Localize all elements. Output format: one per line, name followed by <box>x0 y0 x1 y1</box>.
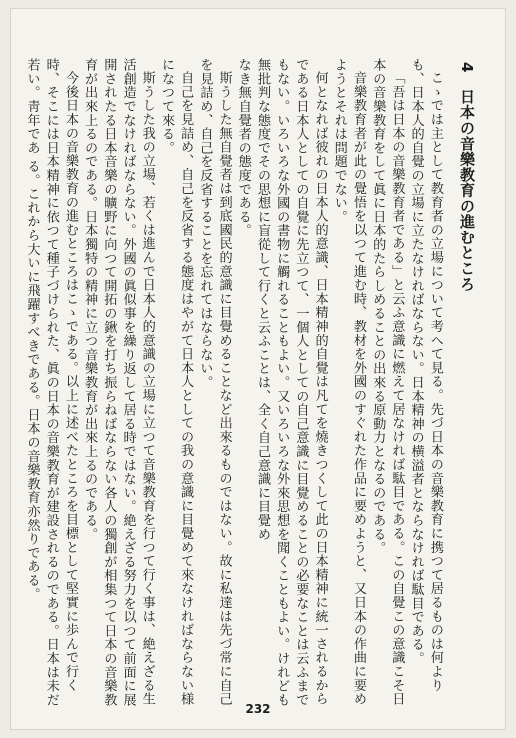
section-heading <box>457 58 476 708</box>
section-title: 日本の音樂教育の進むところ <box>458 88 476 292</box>
paragraph: 斯うした無自覺者は到底國民的意識に目覺めることなど出來るものではない。故に私達は先づ常に自己を見詰め、自己を反省することを忘れてはならない。 <box>197 58 232 706</box>
paragraph: 今後日本の音樂教育の進むところはこゝである。以上に述べたところを目標として堅實に歩んで行く時、そこには日本精神に依つて種子づけられた、眞の日本の音樂教育が建設されるのである。日本は未だ若い。靑年であ る。これから大いに飛躍すべきである。日本の音樂教育亦然りである。 <box>24 58 78 707</box>
paragraph: なき無自覺者の態度である。 <box>235 58 251 238</box>
vertical-text-body <box>6 58 476 708</box>
page-number: 232 <box>245 702 271 716</box>
paragraph: 音樂教育者が此の覺悟を以つて進む時、教材を外國のすぐれた作品に要めようと、又日本の作曲に要めようとそれは問題でない。 <box>331 58 366 706</box>
book-page <box>10 8 506 730</box>
paragraph: 「吾は日本の音樂教育者である」と云ふ意識に燃えて居なければ駄目である。この自覺この意識こそ日本の音樂教育をして眞に日本的たらしめることの出來る原動力となるのである。 <box>370 58 405 706</box>
paragraph: 斯うした我の立場、若くは進んで日本人的意識の立場に立つて音樂教育を行つて行く事は、絶えざる生活創造でなければならない。外國の眞似事を繰り返して居る時ではない。絶えざる努力を以つて前面に展開されたる日本音樂の曠野に向つて開拓の鍬を打ち振らねばならない各人の獨創が相集つて日本の音樂教育が出來上るのである。日本獨特の精神に立つ音樂教育が出來上るのである。 <box>82 58 155 707</box>
paragraph: こゝでは主として教育者の立場について考へて見る。先づ日本の音樂教育に携つて居るものは何よりも、日本人的自覺の立場に立たなければならない。日本精神の横溢者とならなければ駄目である。 <box>408 58 443 693</box>
section-number: 4 <box>458 62 476 74</box>
paragraph: 何となれば彼れの日本人的意識、日本精神的自覺は凡てを燒きつくして此の日本精神に統一されるからである日本人としての自覺に先立つて、一個人としての自己意識に目覺めることの必要なことは云ふまでもない。いろいろな外國の書物に觸れることもよい。又いろいろな外來思想を聞くこともよい。けれども無批判な態度でその思想に盲從して行くと云ふことは、全く自己意識に目覺め <box>254 58 328 707</box>
paragraph: 自己を見詰め、自己を反省する態度はやがて日本人としての我の意識に目覺めて來なければならない様になつて來る。 <box>158 58 194 706</box>
